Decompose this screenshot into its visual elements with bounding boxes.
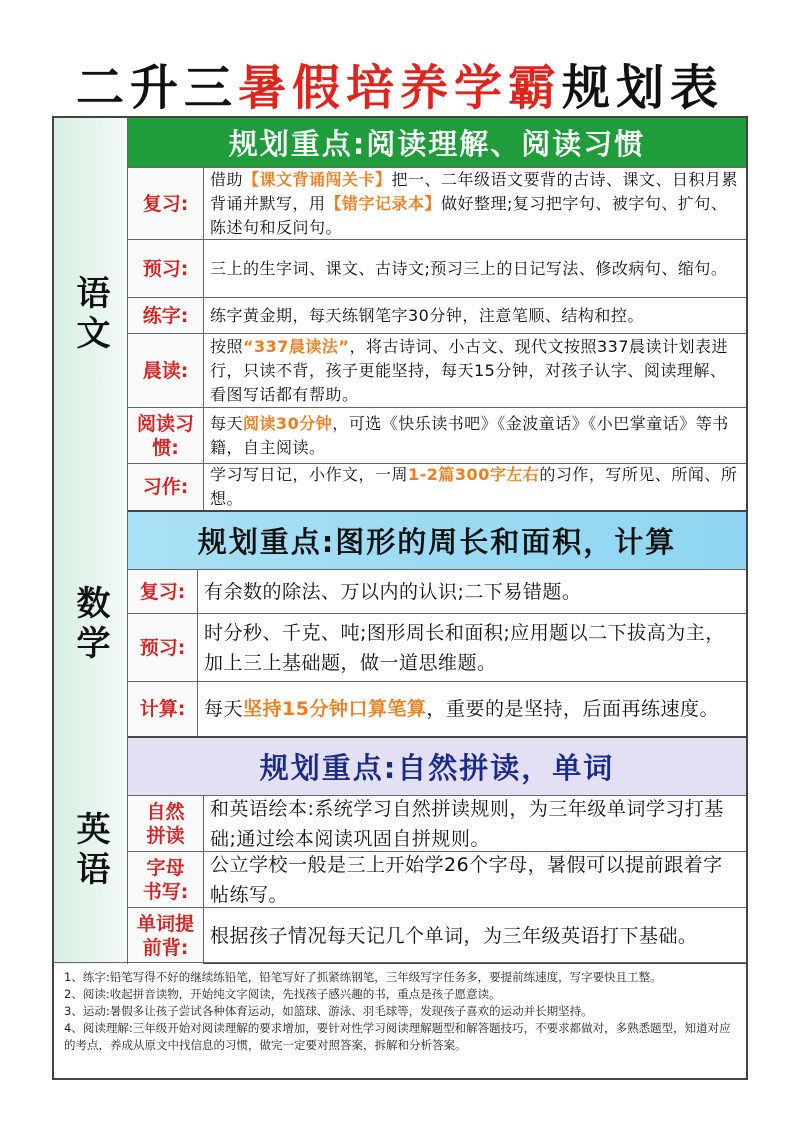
english-row-vocabulary xyxy=(128,908,746,964)
plan-table xyxy=(52,116,748,964)
math-row-review xyxy=(128,570,746,614)
subject-chinese-label: 语文 xyxy=(70,275,110,355)
row-label: 单词提前背: xyxy=(128,908,204,964)
highlight-text: “337晨读法” xyxy=(243,336,350,356)
title-part-1: 二升三 xyxy=(75,60,238,116)
row-text: 根据孩子情况每天记几个单词，为三年级英语打下基础。 xyxy=(210,925,698,947)
footnote-item: 3、运动:暑假多让孩子尝试各种体育运动，如篮球、游泳、羽毛球等，发现孩子喜欢的运动并长期坚持。 xyxy=(64,1004,593,1018)
title-part-2: 规划表 xyxy=(562,60,725,116)
row-label: 复习: xyxy=(128,570,198,613)
row-text: 三上的生字词、课文、古诗文;预习三上的日记写法、修改病句、缩句。 xyxy=(210,258,728,278)
row-label: 字母书写: xyxy=(128,852,204,907)
highlight-text: 1-2篇300字左右 xyxy=(408,465,540,484)
highlight-text: 【错字记录本】 xyxy=(325,193,442,213)
subject-english-label: 英语 xyxy=(70,811,110,891)
footnote-item: 2、阅读:收起拼音读物，开始纯文字阅读，先找孩子感兴趣的书，重点是孩子愿意读。 xyxy=(64,987,501,1001)
row-label: 自然拼读 xyxy=(128,796,204,851)
row-label: 预习: xyxy=(128,240,204,297)
chinese-row-writing xyxy=(128,464,746,512)
subject-math xyxy=(54,512,128,738)
page-title xyxy=(0,55,800,121)
row-text: 时分秒、千克、吨;图形周长和面积;应用题以二下拔高为主，加上三上基础题，做一道思维题。 xyxy=(204,621,725,674)
highlight-text: 坚持15分钟口算笔算 xyxy=(243,698,427,720)
subject-chinese xyxy=(54,118,128,512)
footnote-item: 4、阅读理解:三年级开始对阅读理解的要求增加，要针对性学习阅读理解题型和解答题技巧，不要求都做对，多熟悉题型，知道对应的考点，养成从原文中找信息的习惯，做完一定要对照答案，拆解和分析答案。 xyxy=(64,1021,731,1052)
chinese-focus-band: 规划重点:阅读理解、阅读习惯 xyxy=(128,118,746,168)
row-label: 计算: xyxy=(128,682,198,736)
title-part-highlight: 暑假培养学霸 xyxy=(237,60,562,116)
row-text: 每天阅读30分钟，可选《快乐读书吧》《金波童话》《小巴掌童话》等书籍，自主阅读。 xyxy=(210,413,729,457)
row-label: 复习: xyxy=(128,168,204,239)
highlight-text: 【课文背诵闯关卡】 xyxy=(243,169,392,189)
math-row-calculation xyxy=(128,682,746,738)
english-row-phonics xyxy=(128,796,746,852)
row-text: 借助【课文背诵闯关卡】把一、二年级语文要背的古诗、课文、日积月累背诵并默写，用【错字记录本】做好整理;复习把字句、被字句、扩句、陈述句和反问句。 xyxy=(210,169,739,237)
row-text: 有余数的除法、万以内的认识;二下易错题。 xyxy=(204,580,582,603)
math-focus-band: 规划重点:图形的周长和面积，计算 xyxy=(128,512,746,570)
row-text: 学习写日记，小作文，一周1-2篇300字左右的习作，写所见、所闻、所想。 xyxy=(210,465,738,508)
chinese-row-reading-habit xyxy=(128,408,746,464)
chinese-row-handwriting xyxy=(128,298,746,334)
row-text: 按照“337晨读法”，将古诗词、小古文、现代文按照337晨读计划表进行，只读不背，孩子更能坚持，每天15分钟，对孩子认字、阅读理解、看图写话都有帮助。 xyxy=(210,336,728,404)
math-row-preview xyxy=(128,614,746,682)
footnote-item: 1、练字:铅笔写得不好的继续练铅笔，铅笔写好了抓紧练钢笔，三年级写字任务多，要提前练速度，写字要快且工整。 xyxy=(64,970,662,984)
row-label: 阅读习惯: xyxy=(128,408,204,463)
row-label: 练字: xyxy=(128,298,204,333)
highlight-text: 阅读30分钟 xyxy=(243,413,333,433)
row-text: 练字黄金期，每天练钢笔字30分钟，注意笔顺、结构和控。 xyxy=(210,305,644,325)
subject-english xyxy=(54,738,128,964)
row-label: 预习: xyxy=(128,614,198,681)
row-text: 和英语绘本:系统学习自然拼读规则，为三年级单词学习打基础;通过绘本阅读巩固自拼规则。 xyxy=(210,797,724,850)
english-row-letters xyxy=(128,852,746,908)
chinese-row-morning-reading xyxy=(128,334,746,408)
footnotes xyxy=(52,962,748,1080)
row-text: 公立学校一般是三上开始学26个字母，暑假可以提前跟着字帖练写。 xyxy=(210,853,723,906)
english-focus-band: 规划重点:自然拼读，单词 xyxy=(128,738,746,796)
chinese-row-preview xyxy=(128,240,746,298)
row-text: 每天坚持15分钟口算笔算，重要的是坚持，后面再练速度。 xyxy=(204,698,719,720)
row-label: 晨读: xyxy=(128,334,204,407)
row-label: 习作: xyxy=(128,464,204,510)
chinese-row-review xyxy=(128,168,746,240)
subject-math-label: 数学 xyxy=(70,585,110,665)
